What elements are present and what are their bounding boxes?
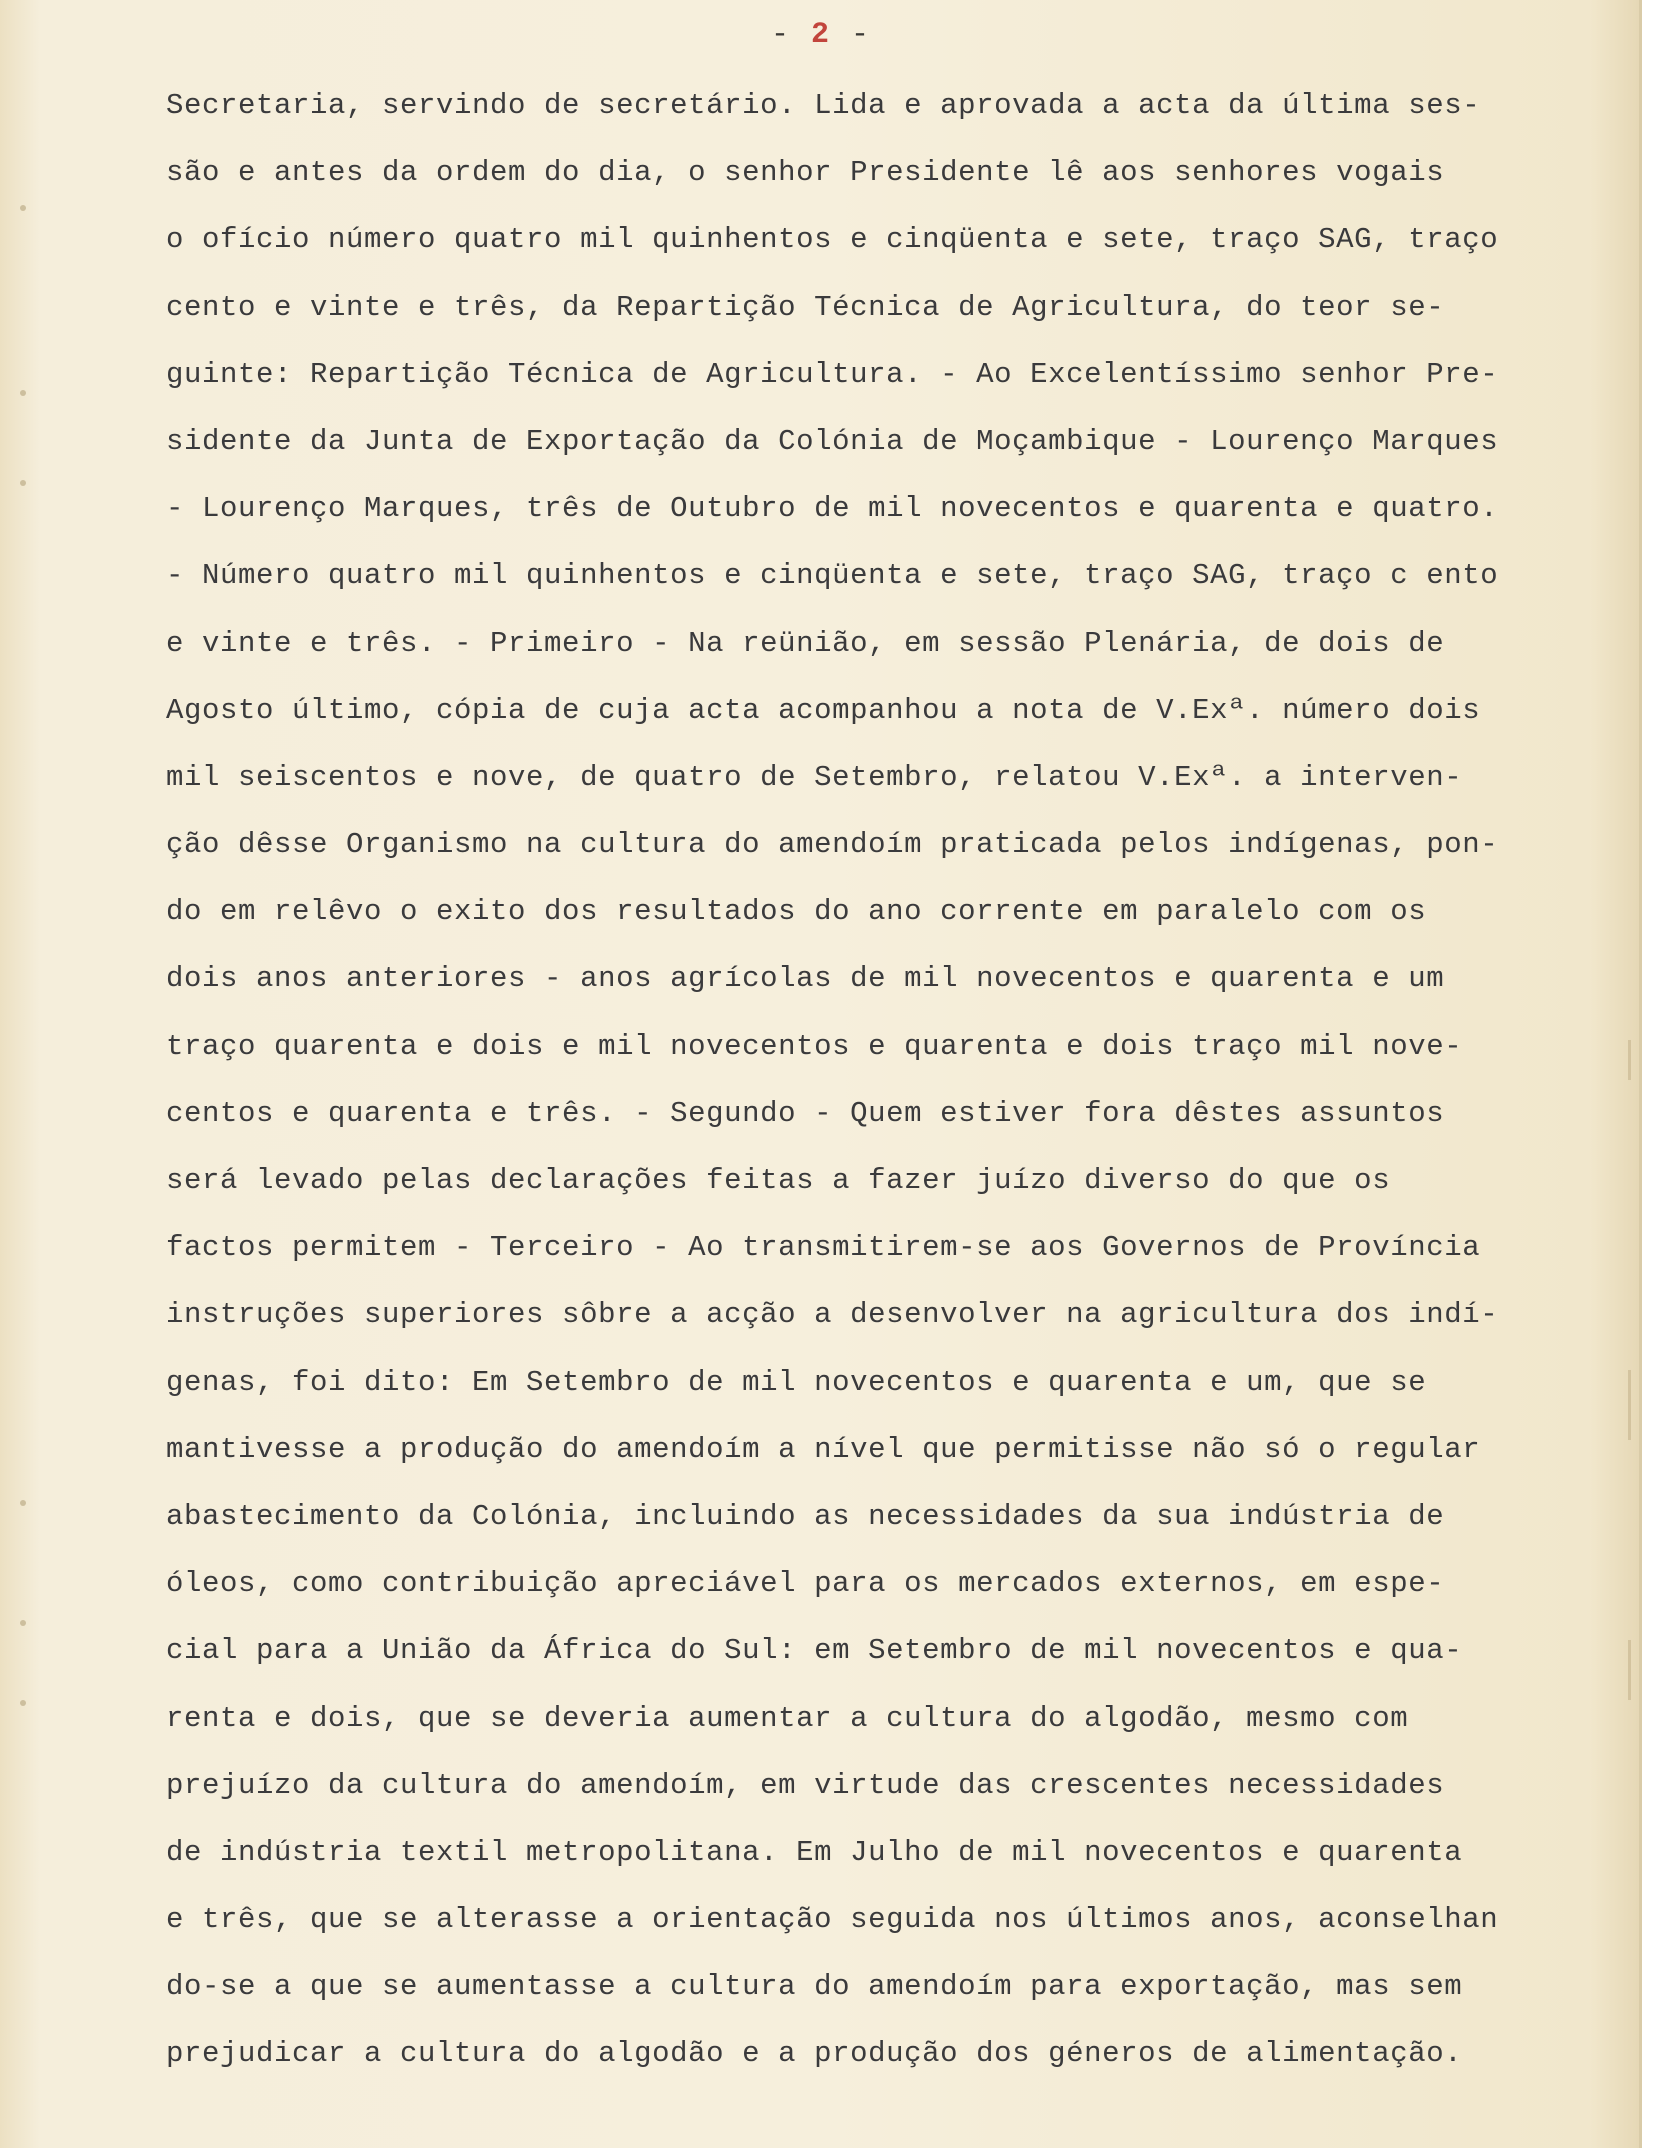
text-line: de indústria textil metropolitana. Em Julho de mil novecentos e quarenta: [166, 1835, 1463, 1869]
binding-mark: [20, 1620, 26, 1626]
text-line: - Lourenço Marques, três de Outubro de mil novecentos e quarenta e quatro.: [166, 492, 1499, 526]
text-line: - Número quatro mil quinhentos e cinqüenta e sete, traço SAG, traço c ento: [166, 559, 1499, 593]
text-line: dois anos anteriores - anos agrícolas de mil novecentos e quarenta e um: [166, 962, 1445, 996]
text-line: cento e vinte e três, da Repartição Técnica de Agricultura, do teor se-: [166, 290, 1445, 324]
text-line: factos permitem - Terceiro - Ao transmitirem-se aos Governos de Província: [166, 1231, 1481, 1265]
text-line: do em relêvo o exito dos resultados do ano corrente em paralelo com os: [166, 895, 1427, 929]
text-line: do-se a que se aumentasse a cultura do amendoím para exportação, mas sem: [166, 1970, 1463, 2004]
page-number-value: 2: [810, 18, 831, 52]
text-line: mil seiscentos e nove, de quatro de Setembro, relatou V.Exª. a interven-: [166, 760, 1463, 794]
text-line: e três, que se alterasse a orientação seguida nos últimos anos, aconselhan: [166, 1903, 1499, 1937]
binding-mark: [20, 1700, 26, 1706]
binding-mark: [20, 480, 26, 486]
text-line: cial para a União da África do Sul: em Setembro de mil novecentos e qua-: [166, 1634, 1463, 1668]
page-number: [0, 18, 1642, 52]
binding-mark: [20, 205, 26, 211]
text-line: genas, foi dito: Em Setembro de mil novecentos e quarenta e um, que se: [166, 1365, 1427, 1399]
text-line: renta e dois, que se deveria aumentar a cultura do algodão, mesmo com: [166, 1701, 1409, 1735]
text-line: traço quarenta e dois e mil novecentos e quarenta e dois traço mil nove-: [166, 1029, 1463, 1063]
text-line: o ofício número quatro mil quinhentos e cinqüenta e sete, traço SAG, traço: [166, 223, 1499, 257]
text-line: Secretaria, servindo de secretário. Lida e aprovada a acta da última ses-: [166, 89, 1481, 122]
text-line: e vinte e três. - Primeiro - Na reünião, em sessão Plenária, de dois de: [166, 626, 1445, 660]
text-line: será levado pelas declarações feitas a fazer juízo diverso do que os: [166, 1164, 1391, 1197]
text-line: óleos, como contribuição apreciável para os mercados externos, em espe-: [166, 1567, 1445, 1601]
page-number-suffix: -: [831, 18, 872, 52]
text-line: instruções superiores sôbre a acção a desenvolver na agricultura dos indí-: [166, 1298, 1499, 1332]
binding-mark: [20, 1500, 26, 1506]
text-line: ção dêsse Organismo na cultura do amendoím praticada pelos indígenas, pon-: [166, 828, 1499, 862]
binding-mark: [20, 390, 26, 396]
text-line: abastecimento da Colónia, incluindo as necessidades da sua indústria de: [166, 1499, 1445, 1533]
text-line: mantivesse a produção do amendoím a nível que permitisse não só o regular: [166, 1432, 1481, 1466]
text-line: Agosto último, cópia de cuja acta acompanhou a nota de V.Exª. número dois: [166, 693, 1481, 727]
text-line: prejuízo da cultura do amendoím, em virtude das crescentes necessidades: [166, 1768, 1445, 1802]
typed-text-body: [166, 72, 1646, 2088]
text-line: são e antes da ordem do dia, o senhor Presidente lê aos senhores vogais: [166, 156, 1445, 190]
text-line: guinte: Repartição Técnica de Agricultura. - Ao Excelentíssimo senhor Pre-: [166, 357, 1499, 391]
text-line: centos e quarenta e três. - Segundo - Quem estiver fora dêstes assuntos: [166, 1096, 1445, 1130]
text-line: sidente da Junta de Exportação da Colónia de Moçambique - Lourenço Marques: [166, 424, 1499, 458]
page-number-prefix: -: [770, 18, 811, 52]
text-line: prejudicar a cultura do algodão e a produção dos géneros de alimentação.: [166, 2037, 1463, 2071]
